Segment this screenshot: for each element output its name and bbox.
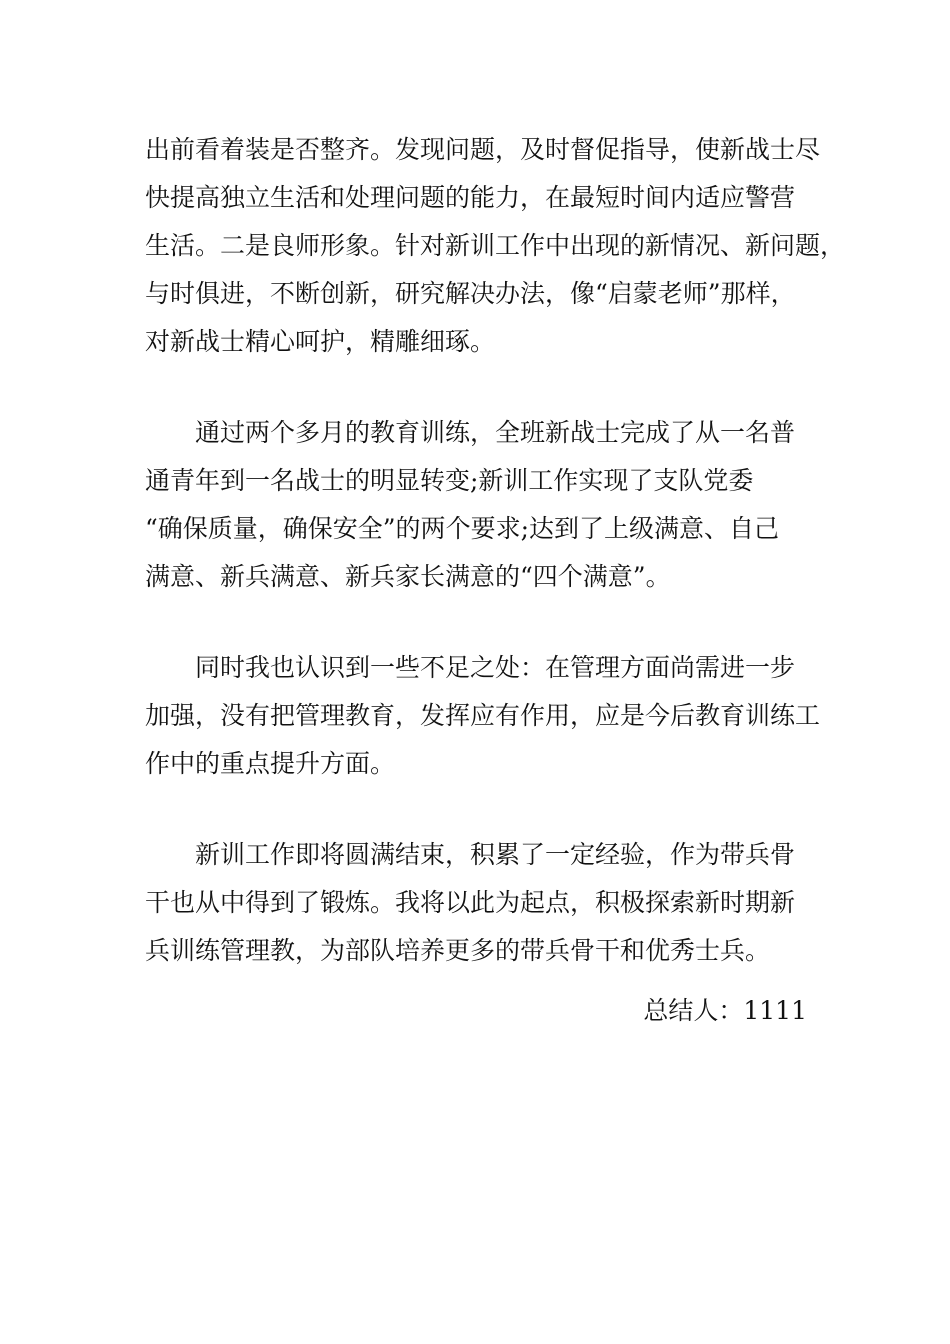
text-line: 新训工作即将圆满结束，积累了一定经验，作为带兵骨: [195, 840, 796, 869]
text-line: 干也从中得到了锻炼。我将以此为起点，积极探索新时期新: [145, 888, 796, 917]
text-line: 出前看着装是否整齐。发现问题，及时督促指导，使新战士尽: [145, 135, 821, 164]
text-line: 对新战士精心呵护，精雕细琢。: [145, 327, 496, 356]
paragraph-spacer: [145, 601, 817, 644]
text-line: 同时我也认识到一些不足之处：在管理方面尚需进一步: [195, 653, 796, 682]
paragraph-spacer: [145, 366, 817, 409]
text-line: 与时俱进，不断创新，研究解决办法，像“启蒙老师”那样，: [145, 279, 796, 308]
paragraph: [145, 126, 846, 366]
text-line: 作中的重点提升方面。: [145, 749, 396, 778]
text-line: “确保质量，确保安全”的两个要求;达到了上级满意、自己: [145, 514, 779, 543]
signature-line: 总结人：1111: [643, 996, 807, 1025]
paragraph-spacer: [145, 788, 817, 831]
text-line: 兵训练管理教，为部队培养更多的带兵骨干和优秀士兵。: [145, 936, 771, 965]
text-line: 通青年到一名战士的明显转变;新训工作实现了支队党委: [145, 466, 754, 495]
paragraph: [145, 409, 817, 601]
paragraph: [145, 831, 817, 975]
text-line: 满意、新兵满意、新兵家长满意的“四个满意”。: [145, 562, 671, 591]
text-line: 通过两个多月的教育训练，全班新战士完成了从一名普: [195, 418, 796, 447]
paragraph: [145, 644, 821, 788]
text-line: 生活。二是良师形象。针对新训工作中出现的新情况、新问题，: [145, 231, 846, 260]
document-body: [145, 126, 846, 975]
text-line: 加强，没有把管理教育，发挥应有作用，应是今后教育训练工: [145, 701, 821, 730]
text-line: 快提高独立生活和处理问题的能力，在最短时间内适应警营: [145, 183, 796, 212]
